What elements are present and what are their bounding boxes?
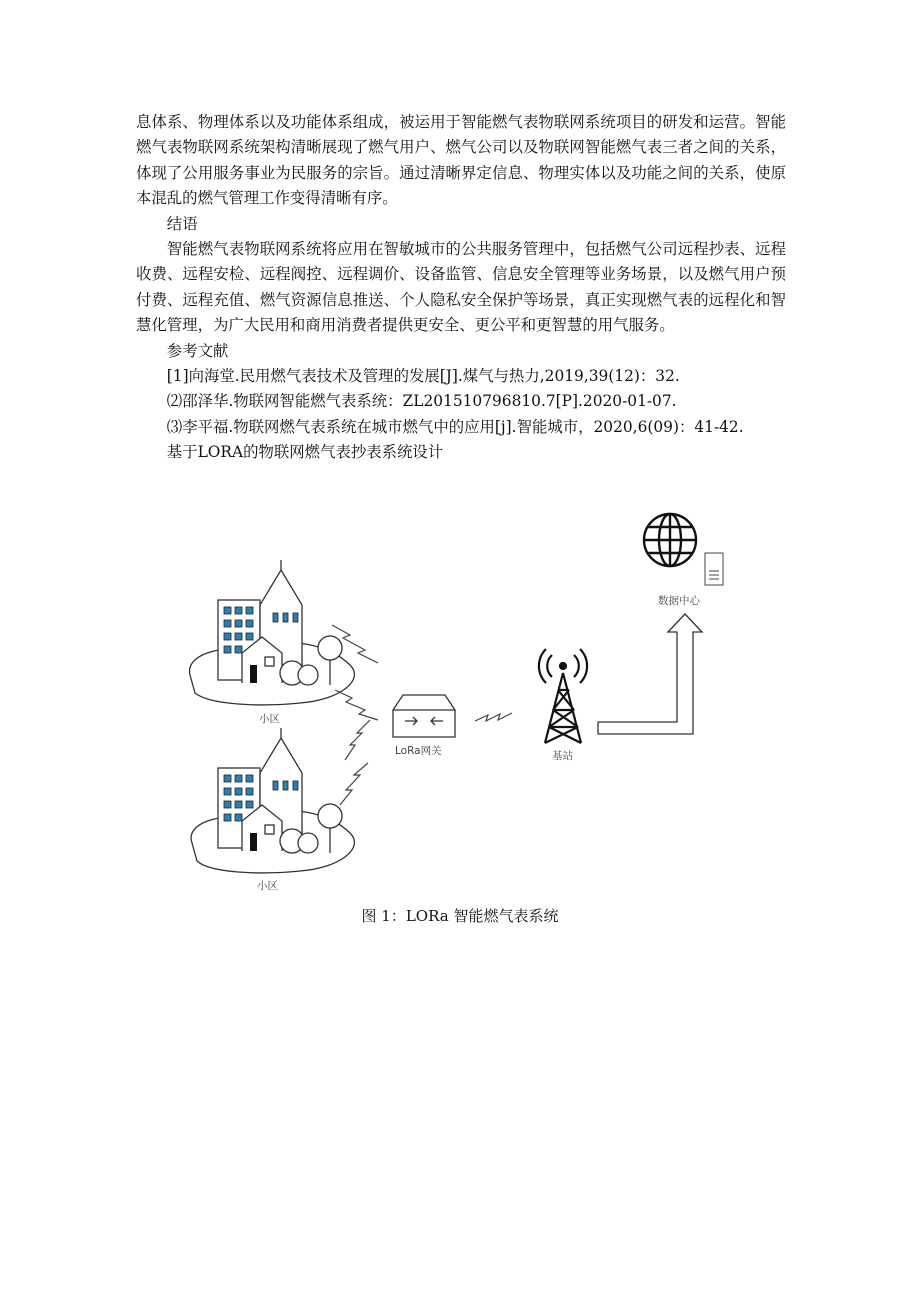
paragraph-1: 息体系、物理体系以及功能体系组成，被运用于智能燃气表物联网系统项目的研发和运营。智能燃气表物联网系统架构清晰展现了燃气用户、燃气公司以及物联网智能燃气表三者之间的关系，体现了公用服务事业为民服务的宗旨。通过清晰界定信息、物理实体以及功能之间的关系，使原本混乱的燃气管理工作变得清晰有序。 [136, 113, 786, 208]
conclusion-heading: 结语 [166, 214, 198, 233]
paragraph-2: 智能燃气表物联网系统将应用在智敏城市的公共服务管理中，包括燃气公司远程抄表、远程收费、远程安检、远程阀控、远程调价、设备监管、信息安全管理等业务场景，以及燃气用户预付费、远程充值、燃气资源信息推送、个人隐私安全保护等场景，真正实现燃气表的远程化和智慧化管理，为广大民用和商用消费者提供更安全、更公平和更智慧的用气服务。 [136, 240, 786, 335]
lora-system-diagram [180, 505, 740, 900]
diagram-graphic [180, 505, 740, 900]
reference-3: ⑶李平福.物联网燃气表系统在城市燃气中的应用[j].智能城市，2020,6(09)：41-42. [166, 417, 744, 436]
community-bottom-icon [191, 728, 354, 873]
server-icon [705, 553, 723, 585]
community-top-icon [190, 560, 355, 705]
section-title: 基于LORA的物联网燃气表抄表系统设计 [166, 443, 444, 462]
base-station-label: 基站 [552, 750, 573, 762]
references-heading: 参考文献 [166, 341, 229, 360]
lora-gateway-icon [393, 695, 455, 737]
community-bottom-label: 小区 [257, 880, 278, 892]
reference-2: ⑵邵泽华.物联网智能燃气表系统：ZL201510796810.7[P].2020-01-07. [166, 392, 677, 411]
community-top-label: 小区 [259, 713, 280, 725]
uplink-arrow [598, 614, 702, 734]
base-station-icon [539, 649, 587, 743]
body-text [136, 110, 786, 466]
data-center-label: 数据中心 [658, 595, 700, 607]
figure-caption: 图 1：LORa 智能燃气表系统 [361, 907, 559, 925]
gateway-label: LoRa网关 [395, 745, 442, 757]
reference-1: [1]向海堂.民用燃气表技术及管理的发展[J].煤气与热力,2019,39(12)：32. [166, 367, 680, 386]
data-center-icon [644, 514, 696, 566]
